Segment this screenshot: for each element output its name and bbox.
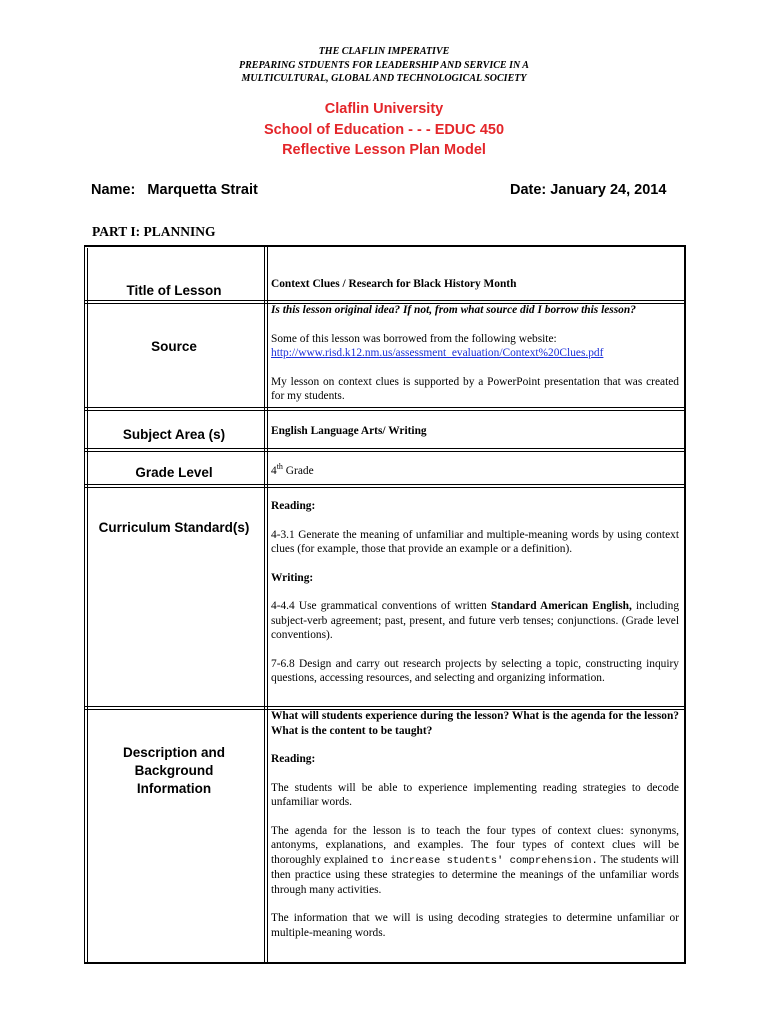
date-field: [510, 182, 666, 198]
source-url[interactable]: http://www.risd.k12.nm.us/assessment_evaluation/Context%20Clues.pdf: [271, 347, 604, 359]
motto-line-3: MULTICULTURAL, GLOBAL AND TECHNOLOGICAL SOCIETY: [241, 73, 527, 84]
imperative-motto: [0, 45, 768, 86]
date-label: Date:: [510, 182, 547, 198]
subject-area-label: Subject Area (s): [122, 427, 226, 442]
document-header: [0, 99, 768, 161]
grade-level-label: Grade Level: [135, 465, 213, 480]
grade-level-value: [271, 460, 679, 478]
table-border-right: [684, 245, 686, 964]
standards-writing-heading: Writing:: [271, 571, 314, 584]
source-label: Source: [151, 339, 197, 354]
university-name: Claflin University: [324, 101, 444, 117]
source-powerpoint-note: My lesson on context clues is supported by a PowerPoint presentation that was created for my students.: [271, 375, 679, 402]
standard-7-6-8: 7-6.8 Design and carry out research projects by selecting a topic, constructing inquiry questions, accessing resources, and selecting and organizing information.: [271, 657, 679, 684]
column-divider-b: [267, 245, 268, 964]
standard-4-4-4-bold: Standard American English,: [490, 600, 632, 612]
description-experience: The students will be able to experience implementing reading strategies to decode unfamiliar words.: [271, 781, 679, 808]
description-agenda-mono: to increase students' comprehension.: [370, 854, 598, 867]
row-divider-3: [84, 448, 686, 449]
standard-4-3-1: 4-3.1 Generate the meaning of unfamiliar and multiple-meaning words by using context clues (for example, those that provide an example or a definition).: [271, 528, 679, 555]
description-reading-heading: Reading:: [271, 753, 316, 765]
description-question: What will students experience during the lesson? What is the agenda for the lesson? What is the content to be taught?: [271, 710, 679, 737]
subject-area-value: English Language Arts/ Writing: [271, 425, 427, 437]
course-title: School of Education - - - EDUC 450: [263, 121, 505, 138]
grade-number: 4: [271, 464, 277, 477]
description-information: The information that we will is using decoding strategies to determine unfamiliar or multiple-meaning words.: [271, 912, 679, 939]
row-divider-4: [84, 484, 686, 485]
motto-line-1: THE CLAFLIN IMPERATIVE: [318, 46, 450, 57]
description-label: Description and Background Information: [122, 745, 225, 796]
grade-word: Grade: [285, 464, 314, 477]
row-divider-2: [84, 407, 686, 408]
document-title: Reflective Lesson Plan Model: [282, 142, 486, 158]
standards-cell: [271, 499, 679, 686]
row-divider-4b: [84, 487, 686, 488]
standard-4-4-4-post: including subject-verb agreement; past, present, and future verb tenses; conjunctions. (Grade level conventions).: [271, 600, 680, 641]
description-agenda: [271, 824, 679, 898]
description-agenda-b: The students will then practice using these strategies to determine the meanings of the unfamiliar words through many activities.: [271, 853, 679, 896]
date-value: January 24, 2014: [550, 182, 667, 198]
source-intro: Some of this lesson was borrowed from the following website:: [271, 332, 557, 345]
title-of-lesson-label: Title of Lesson: [126, 283, 222, 298]
name-value: Marquetta Strait: [147, 182, 258, 198]
row-divider-1: [84, 300, 686, 301]
source-cell: [271, 303, 679, 404]
lesson-title-value: Context Clues / Research for Black History Month: [271, 278, 517, 290]
name-date-line: [91, 182, 671, 198]
curriculum-standards-label: Curriculum Standard(s): [98, 520, 250, 535]
row-divider-3b: [84, 451, 686, 452]
row-divider-2b: [84, 410, 686, 411]
description-agenda-a: The agenda for the lesson is to teach the four types of context clues: synonyms, antonyms, explanations, and examples. The four types of context clues will be thoroughly explained: [271, 824, 679, 866]
grade-ordinal: th: [276, 462, 283, 471]
source-question: Is this lesson original idea? If not, from what source did I borrow this lesson?: [271, 304, 636, 316]
name-field: [91, 182, 258, 198]
standards-reading-heading: Reading:: [271, 500, 316, 512]
standard-4-4-4: [271, 599, 679, 643]
row-divider-5: [84, 706, 686, 707]
planning-table: [84, 245, 686, 964]
description-cell: [271, 709, 679, 940]
name-label: Name:: [91, 182, 136, 198]
table-border-top: [84, 245, 686, 247]
part-heading: PART I: PLANNING: [92, 224, 216, 239]
motto-line-2: PREPARING STDUENTS FOR LEADERSHIP AND SERVICE IN A: [239, 59, 529, 71]
table-border-bottom: [84, 962, 686, 964]
standard-4-4-4-pre: 4-4.4 Use grammatical conventions of written: [271, 600, 487, 612]
column-divider-a: [264, 245, 265, 964]
